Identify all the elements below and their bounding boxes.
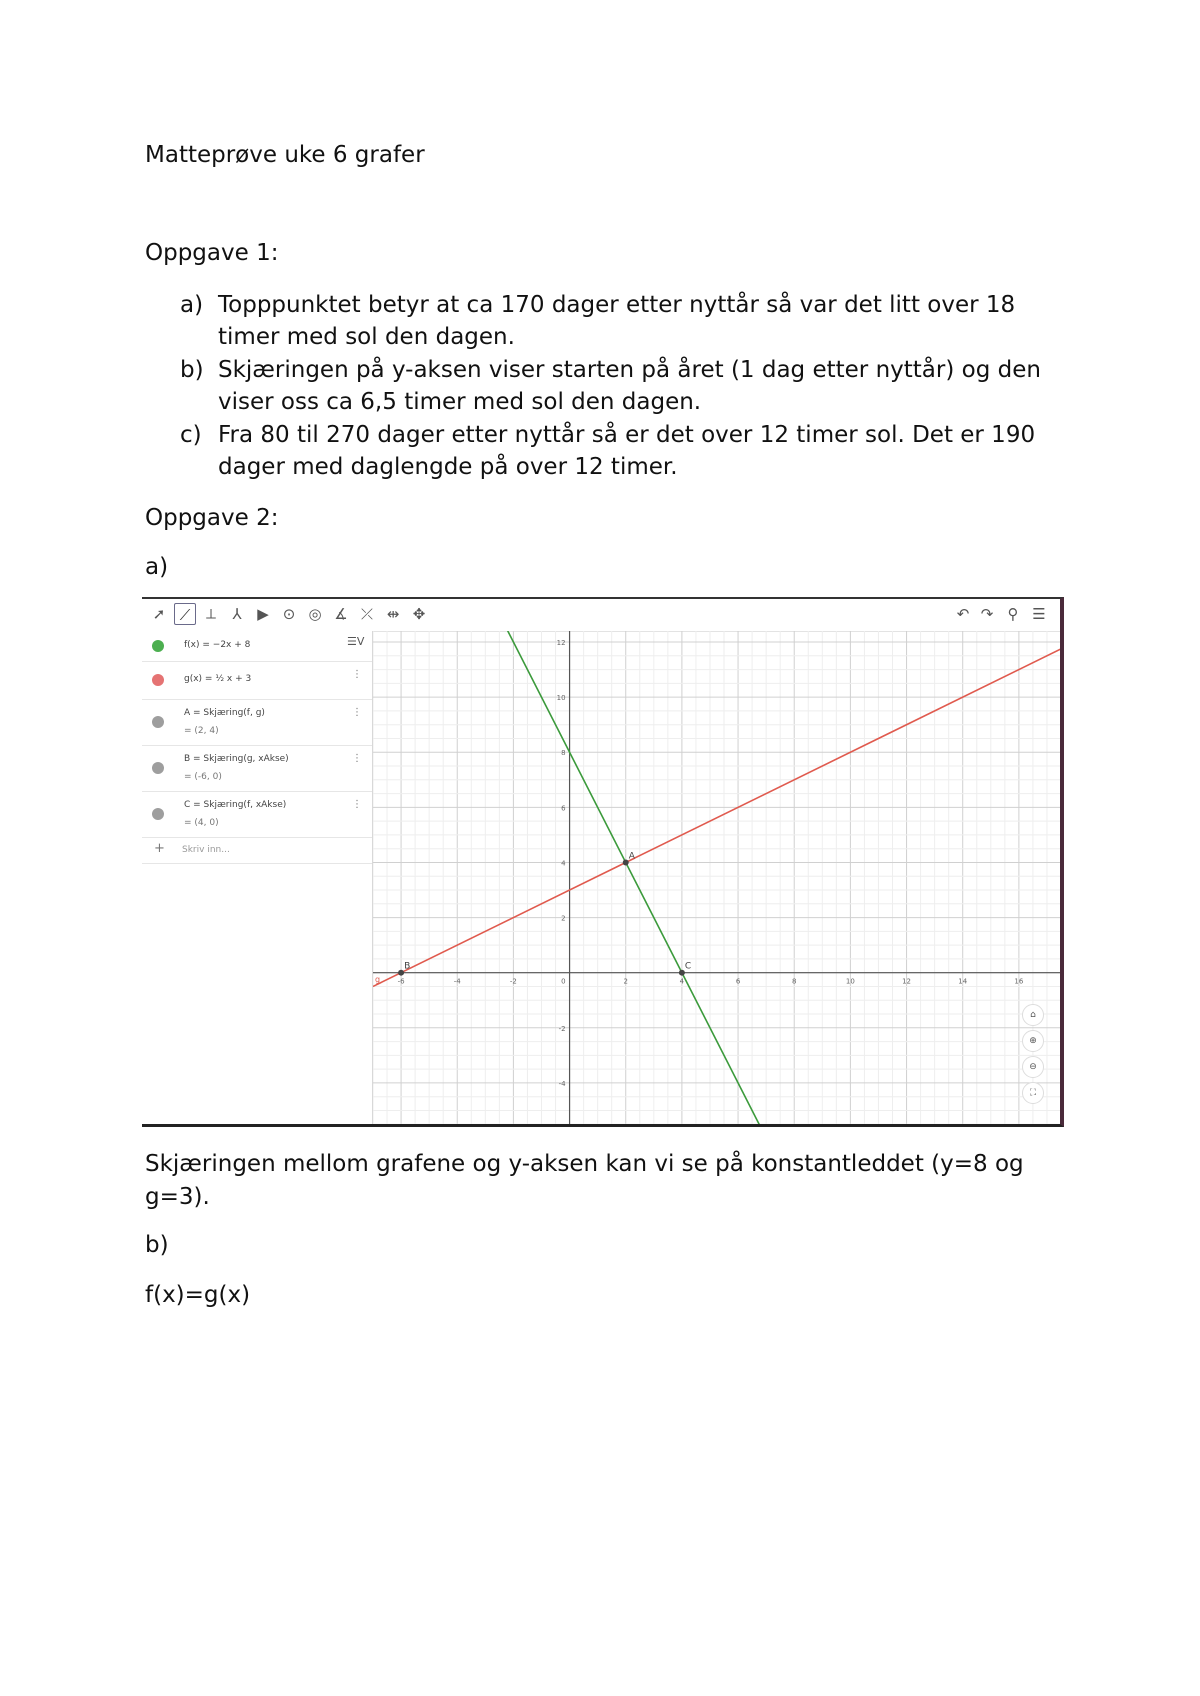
algebra-value: = (4, 0): [184, 818, 219, 828]
x-tick-label: -4: [453, 977, 461, 986]
circle-icon[interactable]: ⊙: [282, 605, 296, 623]
list-text: Fra 80 til 270 dager etter nyttår så er det over 12 timer sol. Det er 190 dager med daglengde på over 12 timer.: [218, 422, 1036, 480]
x-tick-label: -2: [509, 977, 517, 986]
x-tick-label: 16: [1014, 977, 1024, 986]
x-tick-label: 4: [679, 977, 685, 986]
y-tick-label: 10: [556, 694, 566, 703]
x-tick-label: 6: [735, 977, 741, 986]
zoom-out-icon[interactable]: ⊖: [1022, 1056, 1044, 1078]
y-tick-label: -4: [558, 1079, 566, 1088]
y-tick-label: 4: [561, 859, 566, 868]
x-tick-label: 8: [791, 977, 797, 986]
algebra-entry: g(x) = ½ x + 3: [184, 674, 252, 684]
list-text: Topppunktet betyr at ca 170 dager etter nyttår så var det litt over 18 timer med sol den dagen.: [218, 292, 1016, 350]
visibility-dot-icon[interactable]: [152, 762, 164, 774]
series-line-f: [373, 631, 1061, 1127]
algebra-row-c[interactable]: [142, 791, 372, 838]
move-view-icon[interactable]: ✥: [412, 605, 426, 623]
undo-icon[interactable]: ↶: [956, 605, 970, 623]
redo-icon[interactable]: ↷: [980, 605, 994, 623]
visibility-dot-icon[interactable]: [152, 808, 164, 820]
algebra-entry: f(x) = −2x + 8: [184, 640, 251, 650]
list-item: [180, 289, 1080, 353]
cursor-icon[interactable]: ➚: [152, 605, 166, 623]
point-label-A: A: [628, 851, 635, 862]
y-tick-label: 12: [556, 639, 566, 648]
task2-a-answer: Skjæringen mellom grafene og y-aksen kan vi se på konstantleddet (y=8 og g=3).: [145, 1151, 1024, 1210]
task2-b-answer: f(x)=g(x): [145, 1282, 251, 1308]
origin-label: 0: [561, 977, 566, 986]
algebra-toggle-button[interactable]: ☰V: [347, 635, 365, 648]
more-icon[interactable]: ⋮: [352, 799, 362, 810]
algebra-entry: C = Skjæring(f, xAkse): [184, 800, 287, 810]
list-marker: a): [180, 292, 204, 318]
search-icon[interactable]: ⚲: [1007, 605, 1019, 623]
x-tick-label: -6: [397, 977, 405, 986]
more-icon[interactable]: ⋮: [352, 669, 362, 680]
menu-icon[interactable]: ☰: [1032, 605, 1046, 623]
x-tick-label: 12: [902, 977, 912, 986]
y-tick-label: 2: [561, 914, 566, 923]
x-tick-label: 10: [845, 977, 855, 986]
y-tick-label: 6: [561, 804, 566, 813]
series-line-g: [373, 649, 1061, 987]
document-title: Matteprøve uke 6 grafer: [145, 142, 425, 168]
point-label-C: C: [684, 961, 692, 972]
y-tick-label: 8: [561, 749, 566, 758]
y-tick-label: -2: [558, 1024, 566, 1033]
point-on-icon[interactable]: ⅄: [232, 605, 242, 623]
list-marker: c): [180, 422, 202, 448]
list-marker: b): [180, 357, 204, 383]
line-icon[interactable]: ⟋: [174, 603, 196, 625]
list-text: Skjæringen på y-aksen viser starten på året (1 dag etter nyttår) og den viser oss ca 6,5 timer med sol den dagen.: [218, 357, 1041, 415]
fullscreen-icon[interactable]: ⛶: [1022, 1082, 1044, 1104]
series-label-g: g: [375, 975, 381, 985]
task2-heading: Oppgave 2:: [145, 505, 279, 531]
visibility-dot-icon[interactable]: [152, 674, 164, 686]
geogebra-screenshot: [142, 597, 1064, 1127]
list-item: [180, 354, 1080, 418]
algebra-input[interactable]: Skriv inn...: [182, 845, 230, 855]
circle-3pt-icon[interactable]: ◎: [308, 605, 322, 623]
algebra-row-g[interactable]: [142, 661, 372, 700]
algebra-entry: B = Skjæring(g, xAkse): [184, 754, 289, 764]
task2-b-label: b): [145, 1232, 169, 1258]
perpendicular-icon[interactable]: ⟂: [205, 605, 216, 623]
slider-icon[interactable]: ⇹: [386, 605, 400, 623]
algebra-input-row[interactable]: [142, 837, 372, 864]
visibility-dot-icon[interactable]: [152, 716, 164, 728]
add-icon[interactable]: +: [154, 841, 165, 856]
x-tick-label: 2: [623, 977, 628, 986]
algebra-view: [142, 631, 373, 1127]
algebra-row-a[interactable]: [142, 699, 372, 746]
task1-heading: Oppgave 1:: [145, 240, 279, 266]
zoom-in-icon[interactable]: ⊕: [1022, 1030, 1044, 1052]
visibility-dot-icon[interactable]: [152, 640, 164, 652]
reflect-icon[interactable]: ⤫: [360, 605, 373, 623]
algebra-row-b[interactable]: [142, 745, 372, 792]
list-item: [180, 419, 1080, 483]
algebra-value: = (2, 4): [184, 726, 219, 736]
angle-icon[interactable]: ∡: [334, 605, 348, 623]
algebra-row-f[interactable]: [142, 631, 372, 662]
more-icon[interactable]: ⋮: [352, 707, 362, 718]
graphics-view[interactable]: [373, 631, 1061, 1127]
algebra-entry: A = Skjæring(f, g): [184, 708, 265, 718]
x-tick-label: 14: [958, 977, 968, 986]
home-icon[interactable]: ⌂: [1022, 1004, 1044, 1026]
point-label-B: B: [404, 961, 411, 972]
more-icon[interactable]: ⋮: [352, 753, 362, 764]
algebra-value: = (-6, 0): [184, 772, 222, 782]
task2-a-label: a): [145, 554, 169, 580]
geogebra-toolbar: [142, 599, 1060, 632]
task1-list: [180, 289, 1080, 484]
polygon-icon[interactable]: ▶: [257, 605, 269, 623]
